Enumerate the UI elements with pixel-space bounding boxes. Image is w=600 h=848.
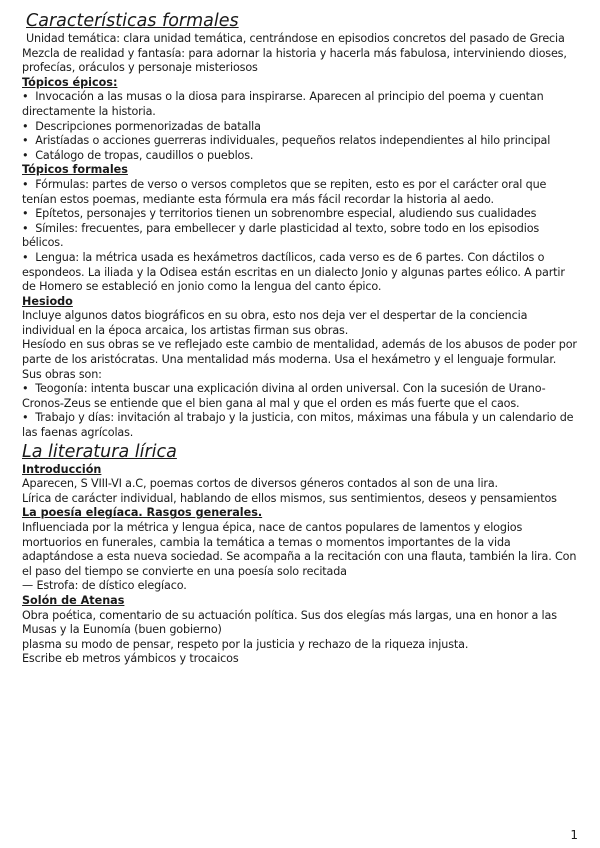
bullet-item: • Epítetos, personajes y territorios tienen un sobrenombre especial, aludiendo sus cualidades (22, 207, 578, 222)
bullet-item: • Descripciones pormenorizadas de batalla (22, 120, 578, 135)
heading-topicos-epicos: Tópicos épicos: (22, 75, 118, 89)
heading-introduccion: Introducción (22, 462, 102, 476)
bullet-item: • Símiles: frecuentes, para embellecer y darle plasticidad al texto, sobre todo en los episodios bélicos. (22, 222, 578, 251)
paragraph-intro-1: Aparecen, S VIII-VI a.C, poemas cortos de diversos géneros contados al son de una lira. (22, 477, 498, 491)
paragraph-solon-2: plasma su modo de pensar, respeto por la justicia y rechazo de la riqueza injusta. (22, 637, 469, 651)
bullet-item: • Aristíadas o acciones guerreras individuales, pequeños relatos independientes al hilo principal (22, 134, 578, 149)
paragraph-intro-2: Lírica de carácter individual, hablando de ellos mismos, sus sentimientos, deseos y pensamientos (22, 491, 557, 505)
bullet-item: • Teogonía: intenta buscar una explicación divina al orden universal. Con la sucesión de Urano-Cronos-Zeus se entiende que el bien gana al mal y que el orden es más fuerte que el caos. (22, 382, 578, 411)
section-title-literatura-lirica: La literatura lírica (22, 441, 177, 462)
heading-poesia-elegiaca: La poesía elegíaca. Rasgos generales. (22, 506, 263, 520)
bullet-item: • Fórmulas: partes de verso o versos completos que se repiten, esto es por el carácter oral que tenían estos poemas, mediante esta fórmula era más fácil recordar la historia al aedo. (22, 178, 578, 207)
paragraph-hesiodo-2: Hesíodo en sus obras se ve reflejado este cambio de mentalidad, además de los abusos de poder por parte de los aristócratas. Una mentalidad más moderna. Usa el hexámetro y el lenguaje formular. Sus obras son: (22, 338, 577, 381)
bullet-item: • Invocación a las musas o la diosa para inspirarse. Aparecen al principio del poema y cuentan directamente la historia. (22, 90, 578, 119)
bullet-item: • Lengua: la métrica usada es hexámetros dactílicos, cada verso es de 6 partes. Con dáctilos o espondeos. La iliada y la Odisea están escritas en un dialecto Jonio y algunas partes eólico. A partir de Homero se estableció en jonio como la lengua del canto épico. (22, 251, 578, 295)
document-page (22, 10, 578, 667)
paragraph-elegiaca-2: — Estrofa: de dístico elegíaco. (22, 579, 187, 593)
bullet-item: • Catálogo de tropas, caudillos o pueblos. (22, 149, 578, 164)
paragraph-solon-1: Obra poética, comentario de su actuación política. Sus dos elegías más largas, una en honor a las Musas y la Eunomía (buen gobierno) (22, 608, 557, 637)
paragraph-solon-3: Escribe eb metros yámbicos y trocaicos (22, 652, 239, 666)
heading-hesiodo: Hesiodo (22, 294, 73, 308)
paragraph-elegiaca-1: Influenciada por la métrica y lengua épica, nace de cantos populares de lamentos y elogios mortuorios en funerales, cambia la temática a temas o momentos importantes de la vida adaptándose a esta nueva sociedad. Se acompaña a la recitación con una flauta, también la lira. Con el paso del tiempo se convierte en una poesía solo recitada (22, 521, 577, 578)
paragraph-unidad-tematica: Unidad temática: clara unidad temática, centrándose en episodios concretos del pasado de Grecia (26, 32, 565, 45)
bullet-item: • Trabajo y días: invitación al trabajo y la justicia, con mitos, máximas una fábula y un calendario de las faenas agrícolas. (22, 411, 578, 440)
paragraph-mezcla: Mezcla de realidad y fantasía: para adornar la historia y hacerla más fabulosa, interviniendo dioses, profecías, oráculos y personaje misteriosos (22, 46, 567, 75)
heading-solon: Solón de Atenas (22, 593, 125, 607)
page-number: 1 (570, 828, 578, 842)
section-title-caracteristicas: Características formales (26, 11, 239, 31)
heading-topicos-formales: Tópicos formales (22, 163, 128, 177)
paragraph-hesiodo-1: Incluye algunos datos biográficos en su obra, esto nos deja ver el despertar de la conciencia individual en la época arcaica, los artistas firman sus obras. (22, 309, 528, 337)
